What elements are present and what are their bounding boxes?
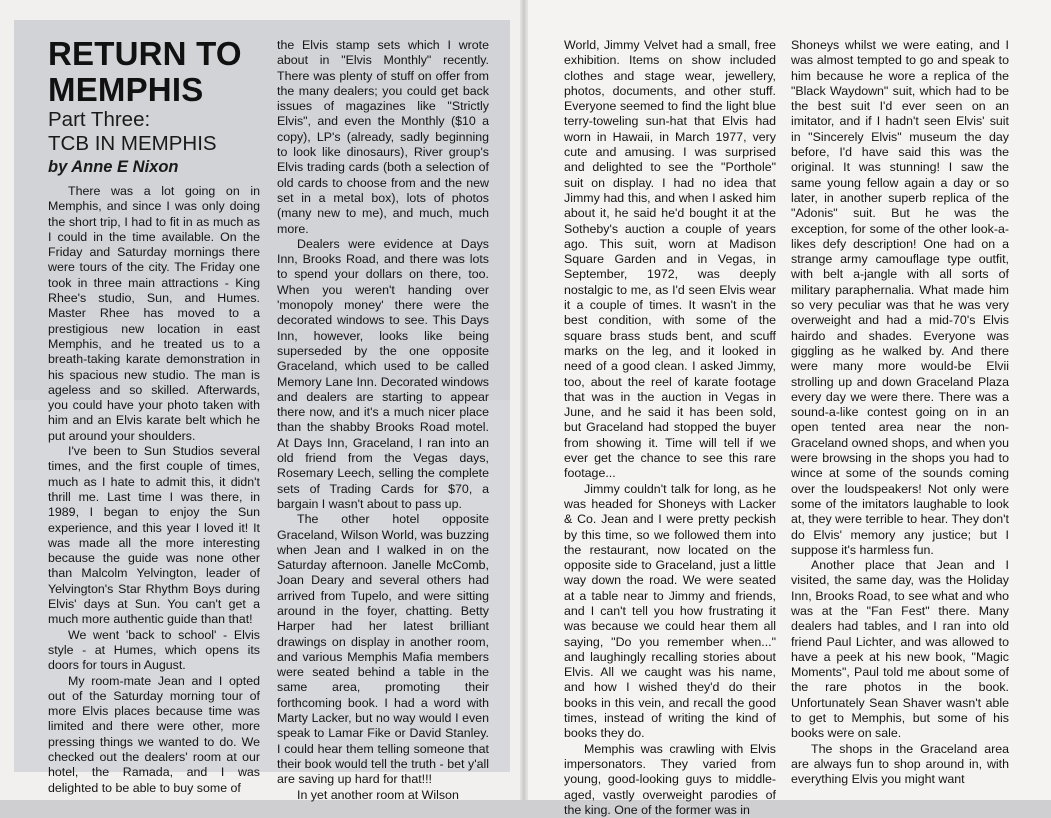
paragraph: Another place that Jean and I visited, the same day, was the Holiday Inn, Brooks Road, to see what and who was at the "Fan Fest" there. Many dealers had tables, and I ran into old friend Paul Lichter, and was allowed to have a peek at his new book, "Magic Moments", Paul told me about some of the rare photos in the book. Unfortunately Sean Shaver wasn't able to get to Memphis, but some of his books were on sale. — [791, 558, 1009, 741]
column-3 — [564, 38, 776, 818]
paragraph: Jimmy couldn't talk for long, as he was headed for Shoneys with Lacker & Co. Jean and I were pretty peckish by this time, so we followed them into the restaurant, now located on the opposite side to Graceland, just a little way down the road. We were seated at a table near to Jimmy and friends, and I can't tell you how frustrating it was because we could hear them all saying, "Do you remember when..." and laughingly recalling stories about Elvis. All we caught was his name, and how I wished they'd do their books in this vein, and recall the good times, instead of writing the kind of books they do. — [564, 481, 776, 741]
paragraph: My room-mate Jean and I opted out of the Saturday morning tour of more Elvis places because time was limited and there were other, more pressing things we wanted to do. We checked out the dealers' room at our hotel, the Ramada, and I was delighted to be able to buy some of — [48, 673, 260, 795]
article-byline: by Anne E Nixon — [48, 158, 179, 176]
article-subtitle: TCB IN MEMPHIS — [48, 132, 217, 155]
article-title-line-2: MEMPHIS — [48, 71, 204, 108]
paragraph: The shops in the Graceland area are always fun to shop around in, with everything Elvis you might want — [791, 741, 1009, 787]
article-heading — [48, 36, 278, 178]
column-4 — [791, 38, 1009, 788]
left-page — [0, 0, 522, 800]
column-2 — [277, 38, 489, 803]
paragraph: Shoneys whilst we were eating, and I was almost tempted to go and speak to him because he wore a replica of the "Black Waydown" suit, which had to be the best suit I'd ever seen on an imitator, and if I hadn't seen Elvis' suit in "Sincerely Elvis" museum the day before, I'd have said this was the original. It was stunning! I saw the same young fellow again a day or so later, in another superb replica of the "Adonis" suit. But he was the exception, for some of the other look-a-likes defy description! One had on a strange army camouflage type outfit, with belt a-jangle with all sorts of military paraphernalia. What made him so very peculiar was that he was very overweight and had a mid-70's Elvis hairdo and shades. Everyone was giggling as he walked by. And there were many more would-be Elvii strolling up and down Graceland Plaza every day we were there. There was a sound-a-like contest going on in an open tented area near the non-Graceland owned shops, and when you were browsing in the shops you had to wince at some of the sounds coming over the loudspeakers! Not only were some of the imitators laughable to look at, they were terrible to hear. They don't do Elvis' memory any justice; but I suppose it's harmless fun. — [791, 38, 1009, 557]
paragraph: We went 'back to school' - Elvis style - at Humes, which opens its doors for tours in August. — [48, 627, 260, 673]
column-1 — [48, 36, 260, 796]
paragraph: the Elvis stamp sets which I wrote about in "Elvis Monthly" recently. There was plenty of stuff on offer from the many dealers; you could get back issues of magazines like "Strictly Elvis", and even the Monthly ($10 a copy), LP's (already, sadly beginning to look like dinosaurs), River group's Elvis trading cards (both a selection of old cards to choose from and the new set in a metal box), lots of photos (many new to me), and much, much more. — [277, 38, 489, 236]
paragraph: Dealers were evidence at Days Inn, Brooks Road, and there was lots to spend your dollars on there, too. When you weren't handing over 'monopoly money' there were the decorated windows to see. This Days Inn, however, looks like being superseded by the one opposite Graceland, which used to be called Memory Lane Inn. Decorated windows and dealers are starting to appear there now, and it's a much nicer place than the shabby Brooks Road motel. At Days Inn, Graceland, I ran into an old friend from the Vegas days, Rosemary Leech, selling the complete sets of Trading Cards for $70, a bargain I wasn't about to pass up. — [277, 236, 489, 511]
paragraph: The other hotel opposite Graceland, Wilson World, was buzzing when Jean and I walked in on the Saturday afternoon. Janelle McComb, Joan Deary and several others had arrived from Tupelo, and were sitting around in the foyer, chatting. Betty Harper had her latest brilliant drawings on display in another room, and various Memphis Mafia members were seated behind a table in the same area, promoting their forthcoming book. I had a word with Marty Lacker, but no way would I even speak to Lamar Fike or David Stanley. I could hear them telling someone that their book would tell the truth - bet y'all are saving up hard for that!!! — [277, 512, 489, 787]
paragraph: There was a lot going on in Memphis, and since I was only doing the short trip, I had to fit in as much as I could in the time available. On the Friday and Saturday mornings there were tours of the city. The Friday one took in three main attractions - King Rhee's studio, Sun, and Humes. Master Rhee has moved to a prestigious new location in east Memphis, and he treated us to a breath-taking karate demonstration in his spacious new studio. The man is ageless and so skilled. Afterwards, you could have your photo taken with him and an Elvis karate belt which he put around your shoulders. — [48, 184, 260, 443]
paragraph: Memphis was crawling with Elvis impersonators. They varied from young, good-looking guys to middle-aged, vastly overweight parodies of the king. One of the former was in — [564, 741, 776, 817]
paragraph: I've been to Sun Studios several times, and the first couple of times, much as I hate to admit this, it didn't thrill me. Last time I was there, in 1989, I began to enjoy the Sun experience, and this year I loved it! It was made all the more interesting because the guide was none other than Malcolm Yelvington, leader of Yelvington's Star Rhythm Boys during Elvis' days at Sun. You can't get a much more authentic guide than that! — [48, 444, 260, 627]
right-page — [528, 0, 1051, 817]
article-part: Part Three: — [48, 108, 151, 131]
paragraph: World, Jimmy Velvet had a small, free exhibition. Items on show included clothes and stage wear, jewellery, photos, documents, and other stuff. Everyone seemed to find the light blue terry-toweling sun-hat that Elvis had worn in Hawaii, in March 1977, very cute and amusing. I was surprised and delighted to see the "Porthole" suit on display. I had no idea that Jimmy had this, and when I asked him about it, he said he'd bought it at the Sotheby's auction a couple of years ago. This suit, worn at Madison Square Garden and in Vegas, in September, 1972, was deeply nostalgic to me, as I'd seen Elvis wear it a couple of times. It wasn't in the best condition, with some of the square brass studs bent, and scuff marks on the leg, and it looked in need of a good clean. I asked Jimmy, too, about the reel of karate footage that was in the auction in Vegas in June, and he said it has been sold, but Graceland had stopped the buyer from showing it. Time will tell if we ever get the chance to see this rare footage... — [564, 38, 776, 481]
article-title-line-1: RETURN TO — [48, 35, 242, 72]
paragraph: In yet another room at Wilson — [297, 787, 459, 802]
